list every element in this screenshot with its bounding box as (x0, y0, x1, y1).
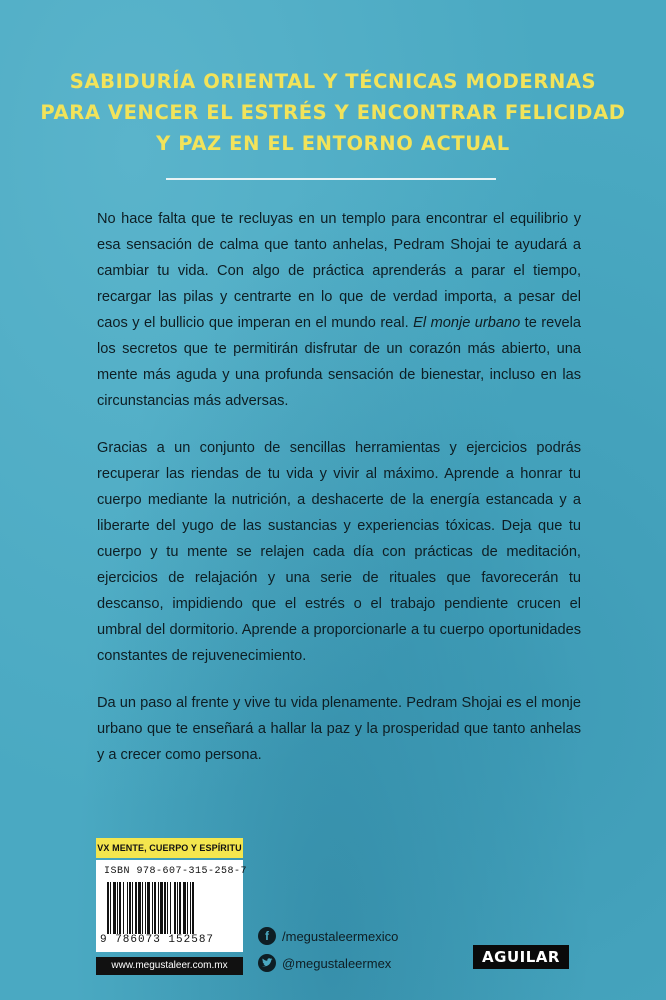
synopsis-p1-text-b: te revela los secretos que te permitirán disfrutar de un corazón más abierto, una mente más aguda y una profunda sensación de bienestar, incluso en las circunstancias más adversas. (97, 315, 581, 409)
headline-line-2: PARA VENCER EL ESTRÉS Y ENCONTRAR FELICIDAD (40, 101, 626, 124)
isbn-barcode-box (96, 860, 248, 952)
synopsis (97, 206, 581, 789)
facebook-icon: f (258, 927, 276, 945)
barcode-graphic (106, 882, 234, 934)
divider-rule (166, 178, 496, 180)
synopsis-paragraph-3: Da un paso al frente y vive tu vida plenamente. Pedram Shojai es el monje urbano que te enseñará a hallar la paz y la prosperidad que tanto anhelas y a crecer como persona. (97, 695, 581, 763)
facebook-row (258, 926, 398, 946)
headline (40, 66, 626, 159)
facebook-handle: /megustaleermexico (282, 928, 399, 944)
publisher-logo: AGUILAR (473, 945, 569, 969)
headline-line-3: Y PAZ EN EL ENTORNO ACTUAL (156, 132, 510, 155)
category-label: VX MENTE, CUERPO Y ESPÍRITU (96, 838, 243, 858)
synopsis-p1-text-a: No hace falta que te recluyas en un templo para encontrar el equilibrio y esa sensación de calma que tanto anhelas, Pedram Shojai te ayudará a cambiar tu vida. Con algo de práctica aprenderás a parar el tiempo, recargar las pilas y centrarte en lo que de verdad importa, a pesar del caos y el bullicio que imperan en el mundo real. (97, 211, 581, 331)
barcode-digits: 9 786073 152587 (100, 934, 215, 946)
synopsis-paragraph-2: Gracias a un conjunto de sencillas herramientas y ejercicios podrás recuperar las riendas de tu vida y vivir al máximo. Aprende a honrar tu cuerpo mediante la nutrición, a deshacerte de la energía estancada y a liberarte del yugo de las sustancias y experiencias tóxicas. Deja que tu cuerpo y tu mente se relajen cada día con prácticas de meditación, ejercicios de relajación y una serie de rituales que favorecerán tu descanso, impidiendo que el estrés o el trabajo pendiente crucen el umbral del dormitorio. Aprende a proporcionarle a tu cuerpo oportunidades constantes de rejuvenecimiento. (97, 440, 581, 664)
book-title-italic: El monje urbano (413, 315, 521, 331)
twitter-handle: @megustaleermex (282, 955, 392, 971)
twitter-icon (258, 954, 276, 972)
twitter-row (258, 953, 391, 973)
synopsis-paragraph-1 (97, 206, 581, 414)
isbn-number: ISBN 978-607-315-258-7 (104, 866, 248, 877)
publisher-website: www.megustaleer.com.mx (96, 957, 243, 975)
headline-line-1: SABIDURÍA ORIENTAL Y TÉCNICAS MODERNAS (69, 70, 597, 93)
